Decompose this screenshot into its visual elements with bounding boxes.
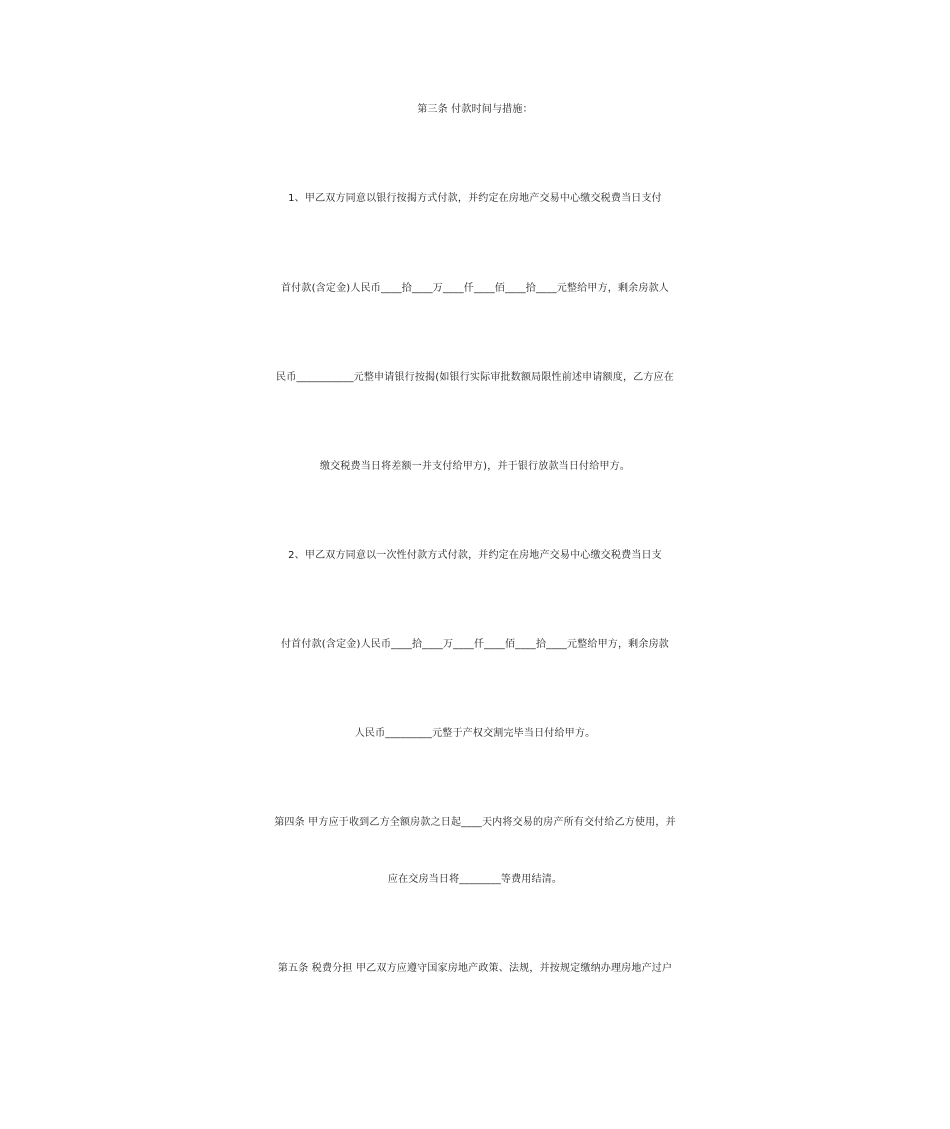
paragraph-line: 2、甲乙双方同意以一次性付款方式付款，并约定在房地产交易中心缴交税费当日支	[288, 550, 662, 561]
article-4-line: 第四条 甲方应于收到乙方全额房款之日起____天内将交易的房产所有交付给乙方使用，并	[274, 817, 676, 828]
article-4-line: 应在交房当日将________等费用结清。	[387, 874, 563, 885]
paragraph-line: 付首付款(含定金)人民币____拾____万____仟____佰____拾____元整给甲方，剩余房款	[280, 639, 669, 650]
article-3-heading: 第三条 付款时间与措施：	[417, 104, 533, 115]
paragraph-line: 缴交税费当日将差额一并支付给甲方)，并于银行放款当日付给甲方。	[319, 461, 631, 472]
paragraph-line: 1、甲乙双方同意以银行按揭方式付款，并约定在房地产交易中心缴交税费当日支付	[288, 193, 662, 204]
paragraph-line: 首付款(含定金)人民币____拾____万____仟____佰____拾____元整给甲方，剩余房款人	[280, 283, 669, 294]
article-5-line: 第五条 税费分担 甲乙双方应遵守国家房地产政策、法规，并按规定缴纳办理房地产过户	[277, 963, 673, 974]
paragraph-line: 人民币_________元整于产权交割完毕当日付给甲方。	[354, 728, 596, 739]
paragraph-line: 民币___________元整申请银行按揭(如银行实际审批数额局限性前述申请额度，乙方应在	[276, 372, 674, 383]
